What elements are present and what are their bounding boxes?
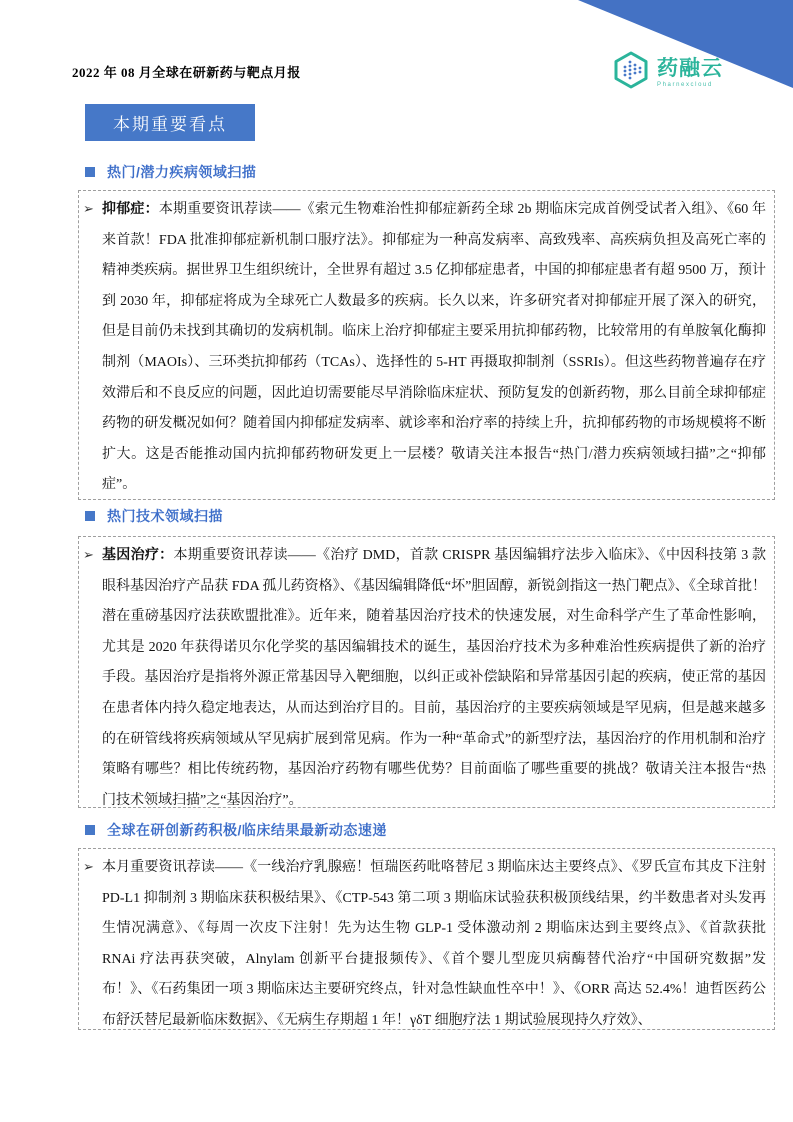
paragraph-lead: 抑郁症： bbox=[102, 202, 159, 217]
brand-name: 药融云 bbox=[657, 56, 723, 80]
arrow-bullet-icon: ➢ bbox=[83, 548, 94, 563]
square-bullet-icon bbox=[85, 825, 95, 835]
paragraph-text bbox=[102, 541, 766, 808]
highlights-banner-title: 本期重要看点 bbox=[113, 115, 227, 134]
paragraph-lead: 基因治疗： bbox=[102, 548, 174, 563]
brand-subtitle: Pharnexcloud bbox=[657, 81, 713, 88]
section-heading-technology-scan bbox=[85, 506, 223, 526]
paragraph-body: 本月重要资讯荐读——《一线治疗乳腺癌！恒瑞医药吡咯替尼 3 期临床达主要终点》、《罗氏宣布其皮下注射 PD-L1 抑制剂 3 期临床获积极结果》、《CTP-543 第二项 3 期临床试验获积极顶线结果，约半数患者对头发再生情况满意》、《每周一次皮下注射！先为达生物 GLP-1 受体激动剂 2 期临床达到主要终点》、《首款获批 RNAi 疗法再获突破，Alnylam 创新平台捷报频传》、《首个婴儿型庞贝病酶替代治疗“中国研究数据”发布！》、《石药集团一项 3 期临床达主要研究终点，针对急性缺血性卒中！》、《ORR 高达 52.4%！迪哲医药公布舒沃替尼最新临床数据》、《无病生存期超 1 年！γδT 细胞疗法 1 期试验展现持久疗效》、 bbox=[102, 860, 766, 1028]
paragraph-box-gene-therapy bbox=[78, 536, 775, 808]
paragraph-text bbox=[102, 853, 766, 1030]
brand-logo bbox=[612, 50, 723, 95]
section-heading-disease-scan bbox=[85, 162, 256, 182]
paragraph-body: 本期重要资讯荐读——《治疗 DMD，首款 CRISPR 基因编辑疗法步入临床》、《中因科技第 3 款眼科基因治疗产品获 FDA 孤儿药资格》、《基因编辑降低“坏”胆固醇，新锐剑指这一热门靶点》、《全球首批！潜在重磅基因疗法获欧盟批准》。近年来，随着基因治疗技术的快速发展，对生命科学产生了革命性影响，尤其是 2020 年获得诺贝尔化学奖的基因编辑技术的诞生，基因治疗技术为多种难治性疾病提供了新的治疗手段。基因治疗是指将外源正常基因导入靶细胞，以纠正或补偿缺陷和异常基因引起的疾病，使正常的基因在患者体内持久稳定地表达，从而达到治疗目的。目前，基因治疗的主要疾病领域是罕见病，但是越来越多的在研管线将疾病领域从罕见病扩展到常见病。作为一种“革命式”的新型疗法，基因治疗的作用机制和治疗策略有哪些？相比传统药物，基因治疗药物有哪些优势？目前面临了哪些重要的挑战？敬请关注本报告“热门技术领域扫描”之“基因治疗”。 bbox=[102, 548, 767, 808]
section-title: 热门技术领域扫描 bbox=[107, 508, 223, 524]
arrow-bullet-icon: ➢ bbox=[83, 202, 94, 217]
section-title: 全球在研创新药积极/临床结果最新动态速递 bbox=[107, 822, 387, 838]
section-title: 热门/潜力疾病领域扫描 bbox=[107, 164, 257, 180]
paragraph-text bbox=[102, 195, 766, 500]
section-heading-clinical-updates bbox=[85, 820, 387, 840]
arrow-bullet-icon: ➢ bbox=[83, 860, 94, 875]
report-header-title: 2022 年 08 月全球在研新药与靶点月报 bbox=[72, 65, 301, 80]
highlights-banner bbox=[85, 104, 255, 141]
paragraph-body: 本期重要资讯荐读——《索元生物难治性抑郁症新药全球 2b 期临床完成首例受试者入组》、《60 年来首款！FDA 批准抑郁症新机制口服疗法》。抑郁症为一种高发病率、高致残率、高疾病负担及高死亡率的精神类疾病。据世界卫生组织统计，全世界有超过 3.5 亿抑郁症患者，中国的抑郁症患者有超 9500 万，预计到 2030 年，抑郁症将成为全球死亡人数最多的疾病。长久以来，许多研究者对抑郁症开展了深入的研究，但是目前仍未找到其确切的发病机制。临床上治疗抑郁症主要采用抗抑郁药物，比较常用的有单胺氧化酶抑制剂（MAOIs）、三环类抗抑郁药（TCAs）、选择性的 5-HT 再摄取抑制剂（SSRIs）。但这些药物普遍存在疗效滞后和不良反应的问题，因此迫切需要能尽早消除临床症状、预防复发的创新药物，那么目前全球抑郁症药物的研发概况如何？随着国内抑郁症发病率、就诊率和治疗率的持续上升，抗抑郁药物的市场规模将不断扩大。这是否能推动国内抗抑郁药物研发更上一层楼？敬请关注本报告“热门/潜力疾病领域扫描”之“抑郁症”。 bbox=[102, 202, 766, 493]
paragraph-box-depression bbox=[78, 190, 775, 500]
square-bullet-icon bbox=[85, 511, 95, 521]
square-bullet-icon bbox=[85, 167, 95, 177]
hexagon-chart-icon bbox=[612, 50, 650, 95]
paragraph-box-monthly-news bbox=[78, 848, 775, 1030]
